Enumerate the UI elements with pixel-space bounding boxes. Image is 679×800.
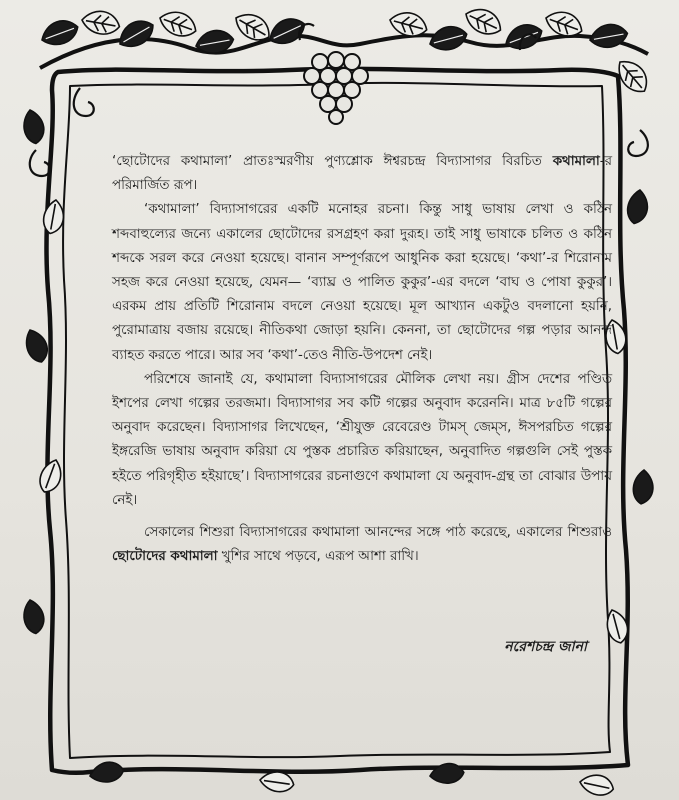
paragraph-intro (112, 150, 612, 198)
intro-bold-title: কথামালা (552, 154, 600, 169)
grape-cluster (304, 52, 368, 124)
author-signature: নরেশচন্দ্র জানা (504, 639, 587, 655)
intro-text-end: -র পরিমার্জিত রূপ। (112, 154, 612, 194)
paragraph-closing (112, 521, 612, 569)
bottom-leaves (88, 760, 615, 798)
left-leaves (21, 108, 66, 635)
closing-text: সেকালের শিশুরা বিদ্যাসাগরের কথামালা আনন্দের সঙ্গে পাঠ করেছে, একালের শিশুরাও (144, 525, 612, 541)
paragraph-about-kathamala: ‘কথামালা’ বিদ্যাসাগরের একটি মনোহর রচনা। কিন্তু সাধু ভাষায় লেখা ও কঠিন শব্দবাহুল্যের জন্যে একালের ছোটোদের রসগ্রহণ করা দুরূহ। তাই সাধু ভাষাকে চলিত ও কঠিন শব্দকে সরল করে নেওয়া হয়েছে। বানান সম্পূর্ণরূপে আধুনিক করা হয়েছে। ‘কথা’-র শিরোনাম সহজ করে নেওয়া হয়েছে, যেমন— ‘ব্যাঘ্র ও পালিত কুকুর’-এর বদলে ‘বাঘ ও পোষা কুকুর’। এরকম প্রায় প্রতিটি শিরোনাম বদলে নেওয়া হয়েছে। মূল আখ্যান একটুও বদলানো হয়নি, পুরোমাত্রায় বজায় রয়েছে। নীতিকথা জোড়া হয়নি। কেননা, তা ছোটোদের গল্প পড়ার আনন্দ ব্যাহত করতে পারে। আর সব ‘কথা’-তেও নীতি-উপদেশ নেই। (112, 202, 612, 363)
closing-text-end: খুশির সাথে পড়বে, এরূপ আশা রাখি। (217, 549, 419, 565)
paragraph-origin: পরিশেষে জানাই যে, কথামালা বিদ্যাসাগরের মৌলিক লেখা নয়। গ্রীস দেশের পণ্ডিত ইশপের লেখা গল্পের তরজমা। বিদ্যাসাগর সব কটি গল্পের অনুবাদ করেননি। মাত্র ৮৫টি গল্পের অনুবাদ করেছেন। বিদ্যাসাগর লিখেছেন, ‘শ্রীযুক্ত রেবেরেণ্ড টামস্ জেম্‌স, ঈসপরচিত গল্পের ইঙ্গরেজি ভাষায় অনুবাদ করিয়া যে পুস্তক প্রচারিত করিয়াছেন, অনুবাদিত গল্পগুলি সেই পুস্তক হইতে পরিগৃহীত হইয়াছে’। বিদ্যাসাগরের রচনাগুণে কথামালা যে অনুবাদ-গ্রন্থ তা বোঝার উপায় নেই। (112, 371, 612, 508)
preface-text (112, 150, 612, 569)
paragraph-gap (112, 513, 612, 521)
closing-bold-title: ছোটোদের কথামালা (112, 549, 218, 565)
intro-text: ‘ছোটোদের কথামালা’ প্রাতঃস্মরণীয় পুণ্যশ্লোক ঈশ্বরচন্দ্র বিদ্যাসাগর বিরচিত (112, 154, 553, 169)
